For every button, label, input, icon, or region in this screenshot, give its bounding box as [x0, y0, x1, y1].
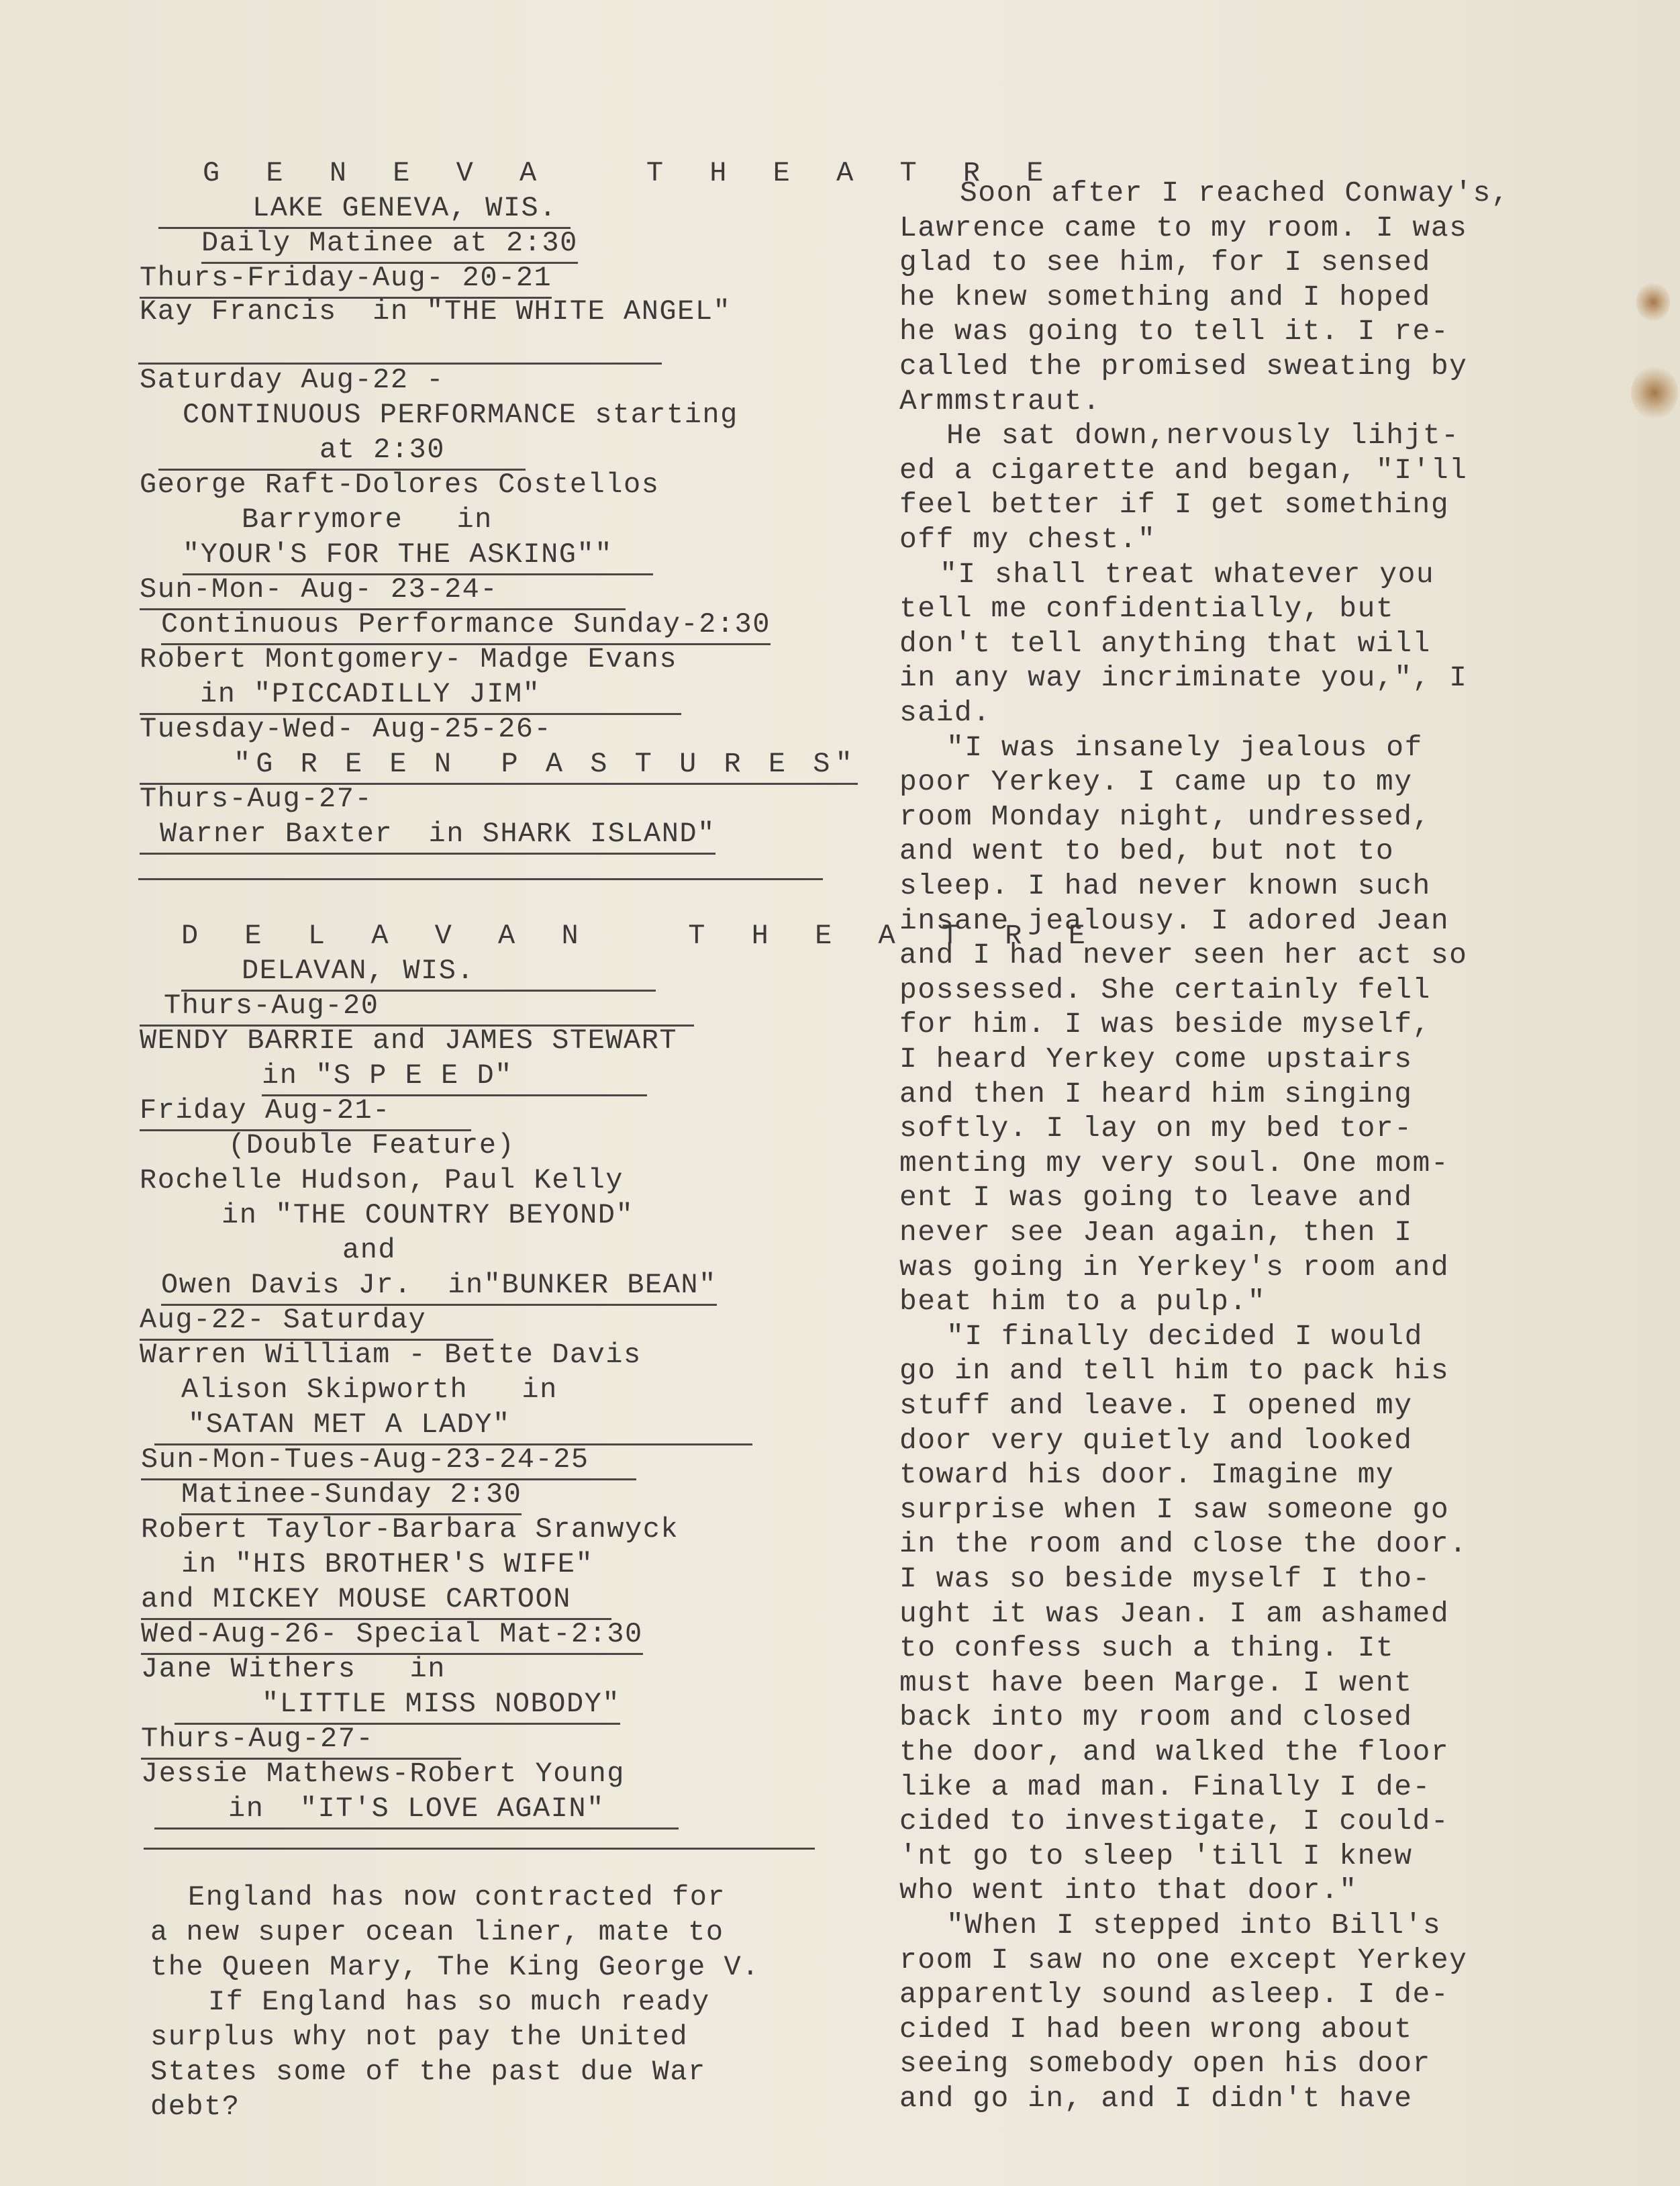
story-line: door very quietly and looked: [899, 1423, 1413, 1457]
listing-line: CONTINUOUS PERFORMANCE starting: [183, 399, 738, 431]
listing-line: at 2:30: [158, 432, 526, 471]
listing-line: Warren William - Bette Davis: [140, 1339, 642, 1371]
listing-line: Kay Francis in "THE WHITE ANGEL": [140, 295, 732, 328]
story-line: feel better if I get something: [899, 488, 1450, 522]
story-line: sleep. I had never known such: [899, 869, 1431, 902]
listing-line: Matinee-Sunday 2:30: [181, 1477, 522, 1515]
story-line: go in and tell him to pack his: [899, 1354, 1450, 1388]
story-line: stuff and leave. I opened my: [899, 1389, 1413, 1422]
theatre-name: G E N E V A T H E A T R E: [203, 157, 1058, 189]
matinee-notice: Daily Matinee at 2:30: [201, 226, 578, 264]
listing-line: (Double Feature): [228, 1129, 515, 1161]
editorial-line: a new super ocean liner, mate to: [150, 1916, 724, 1948]
listing-line: Saturday Aug-22 -: [140, 364, 444, 396]
story-line: like a mad man. Finally I de-: [899, 1770, 1431, 1803]
story-line: ught it was Jean. I am ashamed: [899, 1597, 1450, 1630]
editorial-line: debt?: [150, 2091, 240, 2123]
listing-line: George Raft-Dolores Costellos: [140, 469, 660, 501]
story-line: I was so beside myself I tho-: [899, 1562, 1431, 1595]
story-line: toward his door. Imagine my: [899, 1458, 1395, 1492]
story-line: cided I had been wrong about: [899, 2012, 1413, 2046]
story-line: ent I was going to leave and: [899, 1181, 1413, 1215]
listing-line: WENDY BARRIE and JAMES STEWART: [140, 1025, 678, 1057]
story-line: and go in, and I didn't have: [899, 2082, 1413, 2115]
story-line: don't tell anything that will: [899, 626, 1431, 660]
listing-line: Tuesday-Wed- Aug-25-26-: [140, 713, 552, 745]
story-line: room I saw no one except Yerkey: [899, 1943, 1468, 1977]
listing-line: Thurs-Aug-27-: [141, 1721, 461, 1760]
listing-line: in "HIS BROTHER'S WIFE": [181, 1548, 594, 1580]
listing-line: Jessie Mathews-Robert Young: [141, 1758, 626, 1790]
story-line: must have been Marge. I went: [899, 1666, 1413, 1699]
listing-line: in "THE COUNTRY BEYOND": [221, 1199, 634, 1231]
story-line: he knew something and I hoped: [899, 280, 1431, 314]
story-line: possessed. She certainly fell: [899, 973, 1431, 1006]
listing-line: Aug-22- Saturday: [140, 1302, 493, 1341]
listing-line: in "PICCADILLY JIM": [140, 677, 681, 715]
listing-line: "YOUR'S FOR THE ASKING"": [183, 537, 653, 575]
ink-stain: [1631, 366, 1678, 420]
listing-line: Warner Baxter in SHARK ISLAND": [140, 816, 715, 855]
story-line: off my chest.": [899, 523, 1156, 556]
listing-line: Robert Montgomery- Madge Evans: [140, 643, 678, 675]
listing-line: "SATAN MET A LADY": [154, 1407, 752, 1445]
listing-line: Continuous Performance Sunday-2:30: [161, 607, 771, 645]
story-line: Lawrence came to my room. I was: [899, 211, 1468, 244]
story-line: and went to bed, but not to: [899, 835, 1395, 868]
listing-line: Thurs-Friday-Aug- 20-21: [140, 260, 552, 299]
theatre-location: DELAVAN, WIS.: [181, 953, 656, 992]
story-line: room Monday night, undressed,: [899, 800, 1431, 833]
story-line: he was going to tell it. I re-: [899, 315, 1450, 348]
listing-line: Sun-Mon-Tues-Aug-23-24-25: [141, 1442, 636, 1480]
divider: [138, 878, 823, 880]
story-line: beat him to a pulp.": [899, 1285, 1267, 1319]
listing-line: "G R E E N P A S T U R E S": [140, 747, 858, 785]
listing-line: Barrymore in: [242, 504, 493, 536]
story-line: in the room and close the door.: [899, 1527, 1468, 1561]
ink-stain: [1636, 282, 1670, 322]
listing-line: in "S P E E D": [262, 1058, 647, 1096]
story-line: apparently sound asleep. I de-: [899, 1978, 1450, 2011]
listing-line: Jane Withers in: [141, 1653, 446, 1685]
story-line: glad to see him, for I sensed: [899, 246, 1431, 279]
listing-line: Rochelle Hudson, Paul Kelly: [140, 1164, 624, 1196]
editorial-line: surplus why not pay the United: [150, 2021, 689, 2053]
story-line: and I had never seen her act so: [899, 939, 1468, 972]
story-line: softly. I lay on my bed tor-: [899, 1112, 1413, 1145]
story-line: Soon after I reached Conway's,: [960, 177, 1510, 209]
listing-line: Thurs-Aug-27-: [140, 783, 373, 815]
story-line: Armmstraut.: [899, 384, 1101, 418]
listing-line: "LITTLE MISS NOBODY": [175, 1686, 620, 1725]
story-line: to confess such a thing. It: [899, 1631, 1395, 1665]
listing-line: Owen Davis Jr. in"BUNKER BEAN": [161, 1268, 717, 1306]
divider: [144, 1848, 815, 1850]
editorial-line: England has now contracted for: [188, 1881, 726, 1913]
story-line: 'nt go to sleep 'till I knew: [899, 1839, 1413, 1872]
story-line: "When I stepped into Bill's: [946, 1909, 1442, 1942]
story-line: cided to investigate, I could-: [899, 1805, 1450, 1838]
story-line: in any way incriminate you,", I: [899, 661, 1468, 695]
story-line: was going in Yerkey's room and: [899, 1250, 1450, 1284]
story-line: menting my very soul. One mom-: [899, 1146, 1450, 1180]
story-line: called the promised sweating by: [899, 350, 1468, 383]
listing-line: Alison Skipworth in: [181, 1374, 558, 1406]
editorial-line: States some of the past due War: [150, 2056, 706, 2088]
story-line: "I was insanely jealous of: [946, 730, 1423, 764]
story-line: "I shall treat whatever you: [940, 557, 1435, 591]
listing-line: Robert Taylor-Barbara Sranwyck: [141, 1513, 679, 1546]
listing-line: Wed-Aug-26- Special Mat-2:30: [141, 1617, 643, 1655]
theatre-name: D E L A V A N T H E A T R E: [181, 920, 1100, 952]
story-line: for him. I was beside myself,: [899, 1008, 1431, 1041]
listing-line: and MICKEY MOUSE CARTOON: [141, 1582, 611, 1620]
story-line: insane jealousy. I adored Jean: [899, 904, 1450, 937]
story-line: who went into that door.": [899, 1874, 1358, 1907]
theatre-location: LAKE GENEVA, WIS.: [158, 191, 571, 229]
story-line: the door, and walked the floor: [899, 1736, 1450, 1768]
story-line: "I finally decided I would: [946, 1319, 1423, 1353]
story-line: poor Yerkey. I came up to my: [899, 765, 1413, 799]
story-line: said.: [899, 696, 991, 729]
story-line: seeing somebody open his door: [899, 2047, 1431, 2081]
story-line: I heard Yerkey come upstairs: [899, 1043, 1413, 1076]
story-line: never see Jean again, then I: [899, 1216, 1413, 1249]
story-line: surprise when I saw someone go: [899, 1492, 1450, 1526]
editorial-line: the Queen Mary, The King George V.: [150, 1951, 760, 1983]
editorial-line: If England has so much ready: [208, 1986, 710, 2018]
listing-line: Friday Aug-21-: [140, 1093, 471, 1131]
listing-line: in "IT'S LOVE AGAIN": [154, 1791, 679, 1829]
story-line: tell me confidentially, but: [899, 592, 1395, 626]
story-line: back into my room and closed: [899, 1701, 1413, 1734]
listing-line: Sun-Mon- Aug- 23-24-: [140, 572, 626, 610]
story-line: and then I heard him singing: [899, 1077, 1413, 1110]
story-line: ed a cigarette and began, "I'll: [899, 453, 1468, 487]
listing-line: Thurs-Aug-20: [140, 988, 694, 1027]
listing-line: and: [342, 1234, 397, 1266]
story-line: He sat down,nervously lihjt-: [946, 419, 1460, 453]
